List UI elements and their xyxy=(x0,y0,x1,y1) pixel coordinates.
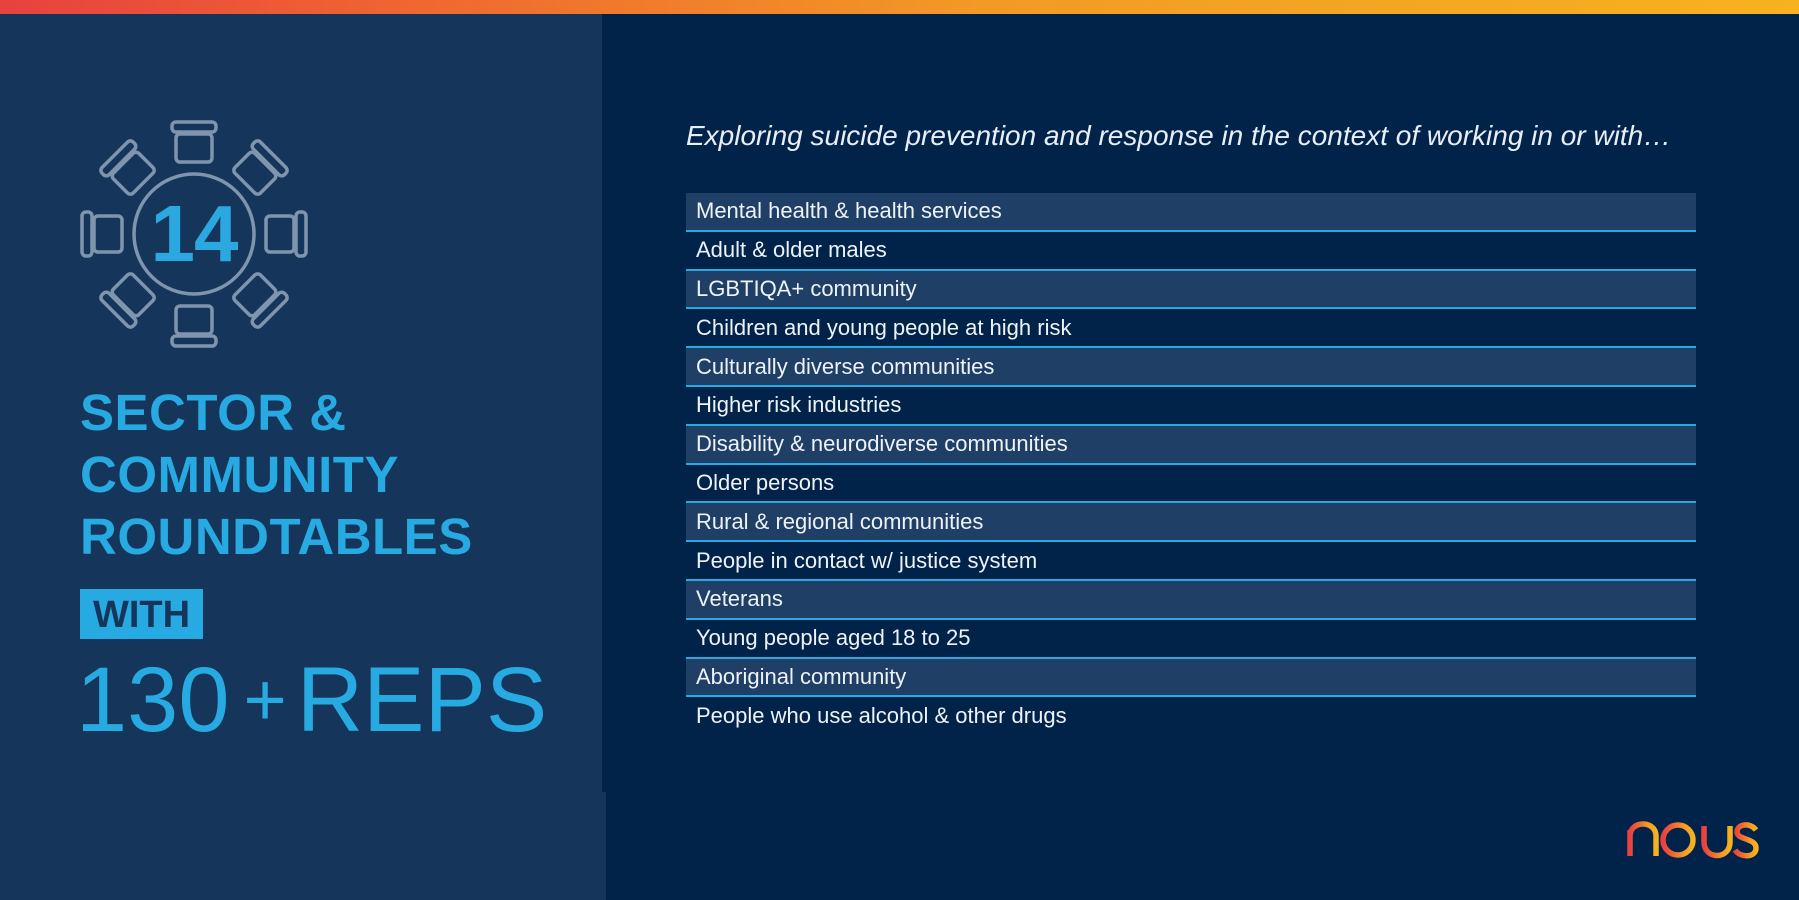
sector-list xyxy=(686,193,1696,734)
sector-row: Adult & older males xyxy=(686,232,1696,271)
reps-count xyxy=(76,650,547,750)
sector-row: Culturally diverse communities xyxy=(686,348,1696,387)
sector-row: Rural & regional communities xyxy=(686,503,1696,542)
headline-line: SECTOR & xyxy=(80,384,347,441)
sector-row: Mental health & health services xyxy=(686,193,1696,232)
roundtable-count: 14 xyxy=(150,189,238,278)
sector-row: Veterans xyxy=(686,581,1696,620)
sector-row: Aboriginal community xyxy=(686,659,1696,698)
reps-label: REPS xyxy=(296,649,548,751)
headline xyxy=(80,382,473,568)
sector-row: Higher risk industries xyxy=(686,387,1696,426)
headline-line: COMMUNITY xyxy=(80,446,399,503)
sector-row: Young people aged 18 to 25 xyxy=(686,620,1696,659)
intro-text: Exploring suicide prevention and response in the context of working in or with… xyxy=(686,120,1672,151)
sector-row: Disability & neurodiverse communities xyxy=(686,426,1696,465)
reps-number: 130 xyxy=(76,649,230,751)
left-panel-footer xyxy=(0,792,606,900)
sector-row: People who use alcohol & other drugs xyxy=(696,702,1067,728)
sector-row: Older persons xyxy=(686,465,1696,504)
with-badge: WITH xyxy=(80,589,203,639)
sector-row: LGBTIQA+ community xyxy=(686,271,1696,310)
sector-row: Children and young people at high risk xyxy=(686,309,1696,348)
top-gradient-bar xyxy=(0,0,1799,14)
nous-logo xyxy=(1626,808,1759,864)
sector-row: People in contact w/ justice system xyxy=(686,542,1696,581)
headline-line: ROUNDTABLES xyxy=(80,508,473,565)
reps-plus: + xyxy=(243,658,287,741)
